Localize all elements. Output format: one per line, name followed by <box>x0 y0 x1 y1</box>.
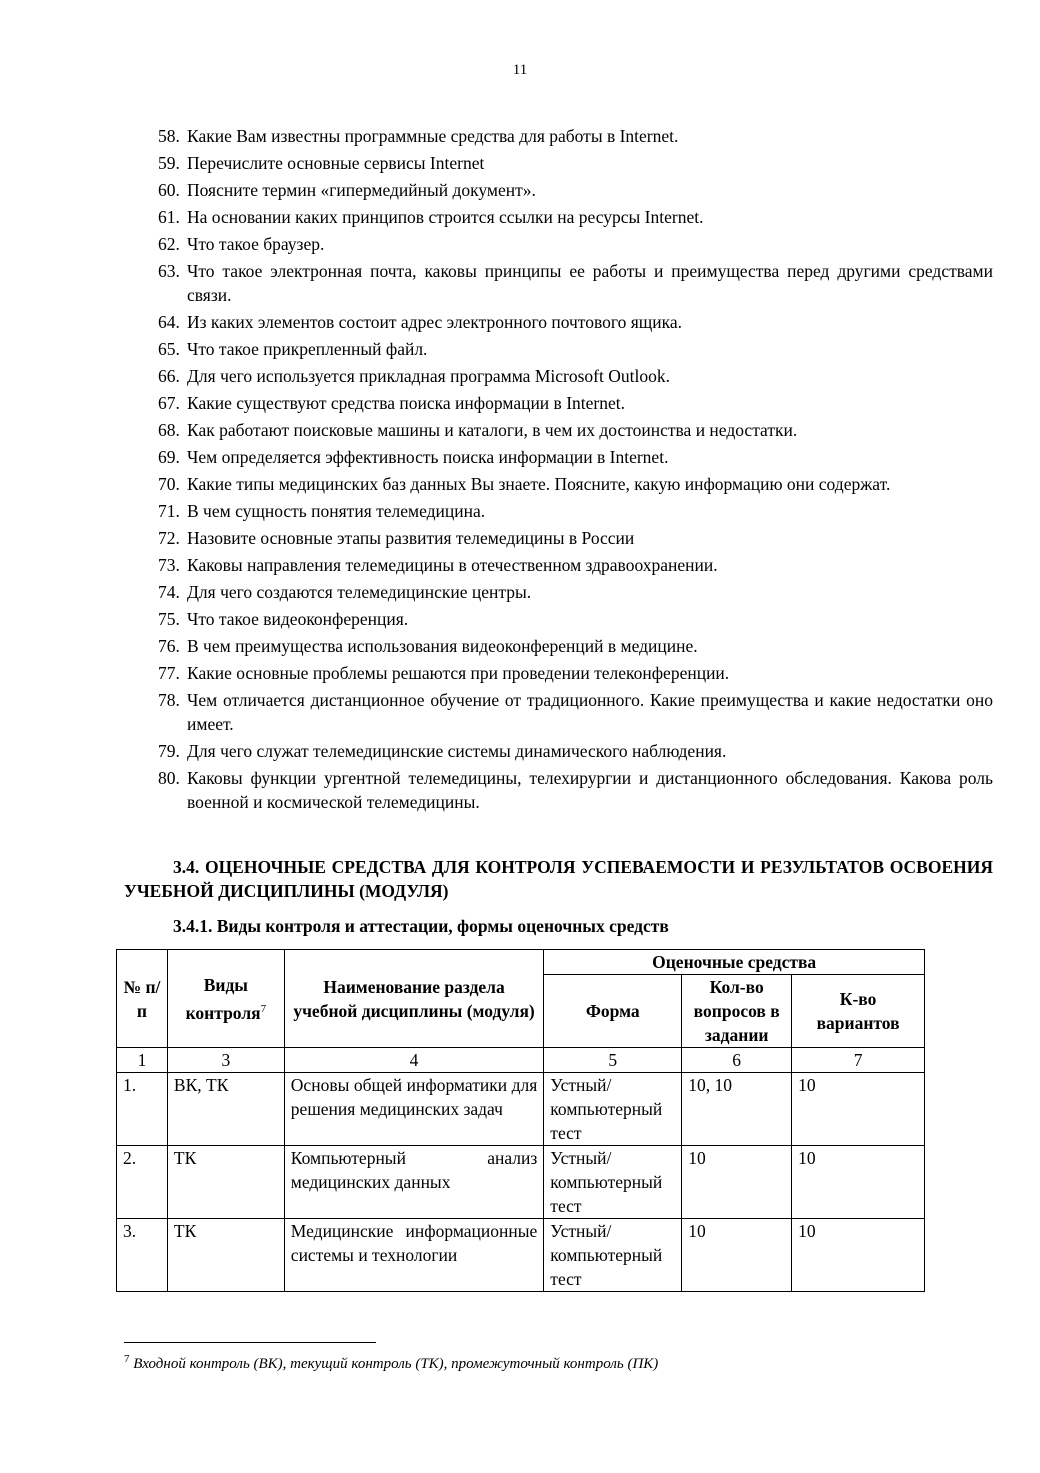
list-item <box>150 553 993 577</box>
cell-form: Устный/компьютерный тест <box>544 1146 682 1219</box>
item-number: 66. <box>158 366 180 386</box>
item-number: 62. <box>158 234 180 254</box>
column-numbers-row <box>117 1048 925 1073</box>
column-number: 6 <box>682 1048 792 1073</box>
cell-control: ВК, ТК <box>167 1073 284 1146</box>
item-number: 60. <box>158 180 180 200</box>
cell-section: Компьютерный анализ медицинских данных <box>284 1146 544 1219</box>
item-number: 67. <box>158 393 180 413</box>
column-number: 5 <box>544 1048 682 1073</box>
cell-num: 2. <box>117 1146 168 1219</box>
section-heading: 3.4. ОЦЕНОЧНЫЕ СРЕДСТВА ДЛЯ КОНТРОЛЯ УСПЕВАЕМОСТИ И РЕЗУЛЬТАТОВ ОСВОЕНИЯ УЧЕБНОЙ ДИСЦИПЛИНЫ (МОДУЛЯ) <box>124 857 993 901</box>
item-number: 71. <box>158 501 180 521</box>
item-number: 70. <box>158 474 180 494</box>
list-item <box>150 310 993 334</box>
list-item <box>150 364 993 388</box>
cell-variants: 10 <box>792 1219 925 1292</box>
list-item <box>150 661 993 685</box>
cell-section: Основы общей информатики для решения медицинских задач <box>284 1073 544 1146</box>
table-row <box>117 1219 925 1292</box>
item-number: 64. <box>158 312 180 332</box>
table-row <box>117 1073 925 1146</box>
header-variants: К-во вариантов <box>792 975 925 1048</box>
item-number: 80. <box>158 768 180 788</box>
item-text: Перечислите основные сервисы Internet <box>187 153 485 173</box>
item-text: Поясните термин «гипермедийный документ». <box>187 180 536 200</box>
list-item <box>150 151 993 175</box>
list-item <box>150 337 993 361</box>
list-item <box>150 607 993 631</box>
item-text: Каковы функции ургентной телемедицины, телехирургии и дистанционного обследования. Какова роль военной и космической телемедицины. <box>187 768 993 812</box>
item-text: Что такое браузер. <box>187 234 325 254</box>
header-control-label: Виды контроля <box>185 974 261 1023</box>
list-item <box>150 766 993 814</box>
item-text: Назовите основные этапы развития телемедицины в России <box>187 528 635 548</box>
footnote-reference: 7 <box>260 1002 267 1015</box>
cell-num: 3. <box>117 1219 168 1292</box>
item-text: В чем сущность понятия телемедицина. <box>187 501 486 521</box>
column-number: 7 <box>792 1048 925 1073</box>
item-text: Какие Вам известны программные средства для работы в Internet. <box>187 126 679 146</box>
item-text: Каковы направления телемедицины в отечественном здравоохранении. <box>187 555 718 575</box>
list-item <box>150 178 993 202</box>
header-form: Форма <box>544 975 682 1048</box>
subsection-heading: 3.4.1. Виды контроля и аттестации, формы оценочных средств <box>173 916 669 936</box>
item-number: 68. <box>158 420 180 440</box>
item-number: 75. <box>158 609 180 629</box>
item-text: Для чего создаются телемедицинские центры. <box>187 582 532 602</box>
item-text: Что такое электронная почта, каковы принципы ее работы и преимущества перед другими средствами связи. <box>187 261 993 305</box>
item-number: 63. <box>158 261 180 281</box>
list-item <box>150 232 993 256</box>
header-num: № п/п <box>117 950 168 1048</box>
list-item <box>150 739 993 763</box>
footnote-separator <box>124 1342 376 1343</box>
column-number: 1 <box>117 1048 168 1073</box>
list-item <box>150 580 993 604</box>
list-item <box>150 391 993 415</box>
item-text: Чем определяется эффективность поиска информации в Internet. <box>187 447 669 467</box>
item-text: В чем преимущества использования видеоконференций в медицине. <box>187 636 698 656</box>
list-item <box>150 259 993 307</box>
item-number: 74. <box>158 582 180 602</box>
cell-variants: 10 <box>792 1146 925 1219</box>
header-control <box>167 950 284 1048</box>
item-text: Для чего служат телемедицинские системы динамического наблюдения. <box>187 741 727 761</box>
item-text: Для чего используется прикладная программа Microsoft Outlook. <box>187 366 670 386</box>
list-item <box>150 205 993 229</box>
header-section: Наименование раздела учебной дисциплины (модуля) <box>284 950 544 1048</box>
item-number: 65. <box>158 339 180 359</box>
item-text: Что такое прикрепленный файл. <box>187 339 428 359</box>
column-number: 4 <box>284 1048 544 1073</box>
list-item <box>150 688 993 736</box>
item-number: 76. <box>158 636 180 656</box>
questions-list <box>150 124 993 817</box>
list-item <box>150 526 993 550</box>
page-number: 11 <box>512 62 528 78</box>
list-item <box>150 472 993 496</box>
list-item <box>150 124 993 148</box>
list-item <box>150 418 993 442</box>
cell-questions: 10 <box>682 1219 792 1292</box>
item-text: Какие типы медицинских баз данных Вы знаете. Поясните, какую информацию они содержат. <box>187 474 891 494</box>
header-questions: Кол-во вопросов в задании <box>682 975 792 1048</box>
item-number: 78. <box>158 690 180 710</box>
table-header-row <box>117 950 925 975</box>
item-text: Из каких элементов состоит адрес электронного почтового ящика. <box>187 312 683 332</box>
item-number: 69. <box>158 447 180 467</box>
cell-control: ТК <box>167 1219 284 1292</box>
item-number: 79. <box>158 741 180 761</box>
item-number: 61. <box>158 207 180 227</box>
item-number: 58. <box>158 126 180 146</box>
list-item <box>150 499 993 523</box>
cell-num: 1. <box>117 1073 168 1146</box>
cell-form: Устный/компьютерный тест <box>544 1073 682 1146</box>
cell-form: Устный/компьютерный тест <box>544 1219 682 1292</box>
item-number: 72. <box>158 528 180 548</box>
cell-questions: 10, 10 <box>682 1073 792 1146</box>
cell-section: Медицинские информационные системы и технологии <box>284 1219 544 1292</box>
footnote-text: Входной контроль (ВК), текущий контроль (ТК), промежуточный контроль (ПК) <box>133 1356 659 1372</box>
item-text: На основании каких принципов строится ссылки на ресурсы Internet. <box>187 207 704 227</box>
list-item <box>150 445 993 469</box>
column-number: 3 <box>167 1048 284 1073</box>
item-text: Что такое видеоконференция. <box>187 609 409 629</box>
footnote <box>124 1353 658 1373</box>
cell-control: ТК <box>167 1146 284 1219</box>
header-tools: Оценочные средства <box>544 950 925 975</box>
item-number: 59. <box>158 153 180 173</box>
item-text: Как работают поисковые машины и каталоги, в чем их достоинства и недостатки. <box>187 420 798 440</box>
cell-questions: 10 <box>682 1146 792 1219</box>
cell-variants: 10 <box>792 1073 925 1146</box>
footnote-marker: 7 <box>124 1353 130 1365</box>
item-text: Какие существуют средства поиска информации в Internet. <box>187 393 625 413</box>
item-number: 73. <box>158 555 180 575</box>
list-item <box>150 634 993 658</box>
assessment-table <box>116 949 925 1292</box>
item-text: Чем отличается дистанционное обучение от традиционного. Какие преимущества и какие недостатки оно имеет. <box>187 690 993 734</box>
item-number: 77. <box>158 663 180 683</box>
table-row <box>117 1146 925 1219</box>
item-text: Какие основные проблемы решаются при проведении телеконференции. <box>187 663 730 683</box>
